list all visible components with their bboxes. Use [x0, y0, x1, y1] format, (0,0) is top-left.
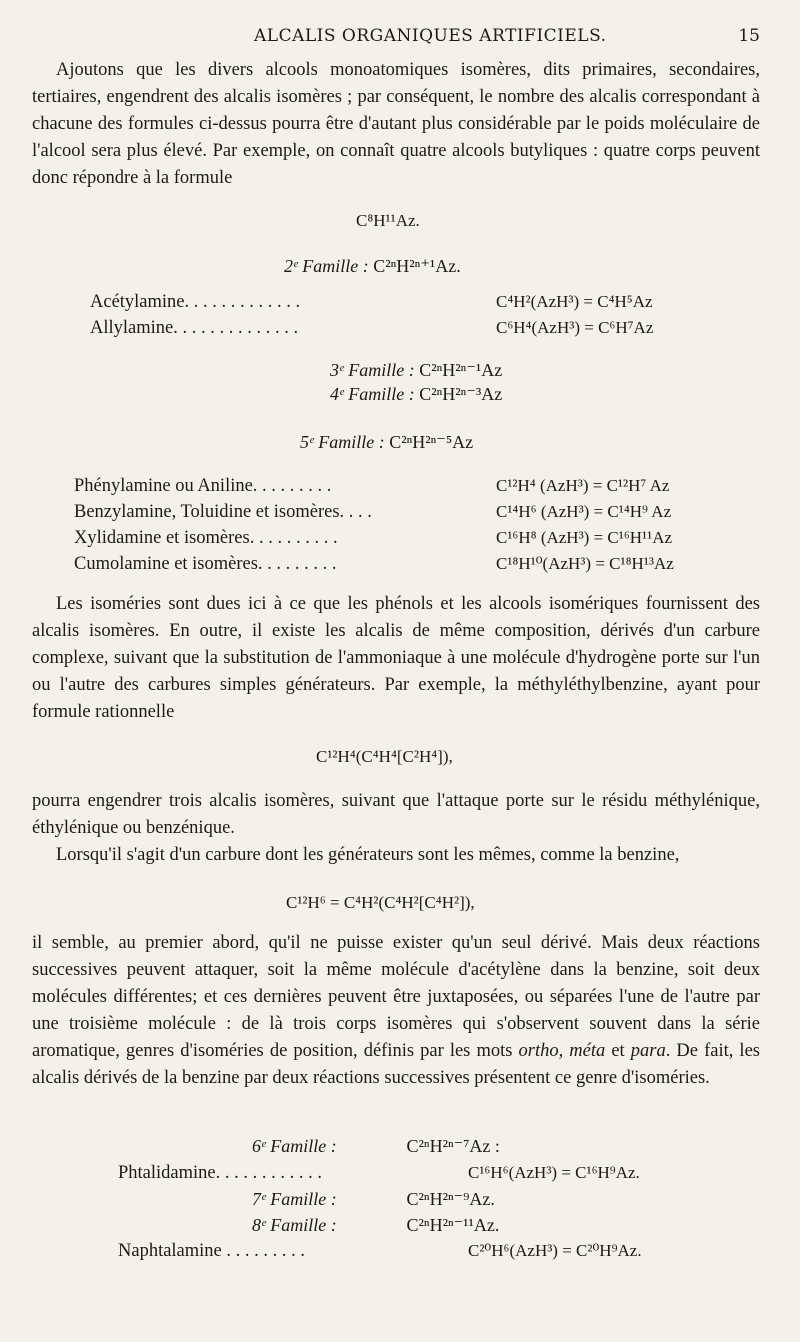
list-item	[74, 476, 774, 502]
family-4-formula: C²ⁿH²ⁿ⁻³Az	[419, 384, 503, 404]
family-2-label: 2ᵉ Famille :	[284, 256, 369, 276]
formula-benzine: C¹²H⁶ = C⁴H²(C⁴H²[C⁴H²]),	[286, 893, 475, 912]
family-6-heading	[252, 1136, 500, 1157]
compound-name: Xylidamine et isomères. . . . . . . . . .	[74, 528, 338, 548]
paragraph-isomeric-alcohols: Ajoutons que les divers alcools monoatomiques isomères, dits primaires, secondaires, tertiaires, engendrent des alcalis isomères ; par conséquent, le nombre des alcalis correspondant à chacune des formules ci-dessus pourra être d'autant plus considérable par le poids moléculaire de l'alcool sera plus élevé. Par exemple, on connaît quatre alcools butyliques : quatre corps peuvent donc répondre à la formule	[32, 60, 760, 188]
list-item	[74, 554, 774, 580]
term-para: para	[630, 1041, 666, 1061]
compound-formula: C¹⁶H⁶(AzH³) = C¹⁶H⁹Az.	[468, 1163, 640, 1182]
paragraph-three-alkalis: pourra engendrer trois alcalis isomères, suivant que l'attaque porte sur le résidu méthylénique, éthylénique ou benzénique.	[32, 791, 760, 838]
family-4-heading	[330, 384, 502, 405]
compound-name: Cumolamine et isomères. . . . . . . . .	[74, 554, 337, 574]
list-item	[90, 292, 770, 318]
list-item	[74, 502, 774, 528]
compound-name: Acétylamine. . . . . . . . . . . . .	[90, 292, 301, 312]
family-6-label: 6ᵉ Famille :	[252, 1136, 337, 1156]
family-7-label: 7ᵉ Famille :	[252, 1189, 337, 1209]
list-item	[118, 1241, 778, 1267]
paragraph-position-isomeries	[32, 930, 760, 1092]
compound-formula: C¹⁸H¹⁰(AzH³) = C¹⁸H¹³Az	[496, 554, 674, 573]
family-4-label: 4ᵉ Famille :	[330, 384, 415, 404]
family-5-label: 5ᵉ Famille :	[300, 432, 385, 452]
compound-formula: C²⁰H⁶(AzH³) = C²⁰H⁹Az.	[468, 1241, 642, 1260]
list-item	[90, 318, 770, 344]
list-item	[118, 1163, 778, 1189]
compound-name: Phénylamine ou Aniline. . . . . . . . .	[74, 476, 332, 496]
family-2-formula: C²ⁿH²ⁿ⁺¹Az.	[373, 256, 461, 276]
page-number: 15	[738, 26, 760, 46]
formula-methylethylbenzine: C¹²H⁴(C⁴H⁴[C²H⁴]),	[316, 747, 453, 766]
family-3-formula: C²ⁿH²ⁿ⁻¹Az	[419, 360, 503, 380]
compound-formula: C⁴H²(AzH³) = C⁴H⁵Az	[496, 292, 653, 311]
family-3-label: 3ᵉ Famille :	[330, 360, 415, 380]
text-run: et	[605, 1041, 631, 1061]
text-run: ,	[558, 1041, 570, 1061]
compound-formula: C¹⁶H⁸ (AzH³) = C¹⁶H¹¹Az	[496, 528, 673, 547]
compound-name: Naphtalamine . . . . . . . . .	[118, 1241, 306, 1261]
list-item	[74, 528, 774, 554]
compound-name: Phtalidamine. . . . . . . . . . . .	[118, 1163, 322, 1183]
formula-butylamine: C⁸H¹¹Az.	[356, 211, 420, 230]
family-5-heading	[300, 432, 473, 453]
family-7-heading	[252, 1189, 495, 1210]
family-8-heading	[252, 1215, 499, 1236]
text-run: . De fait, les alcalis dérivés de la benzine par deux réactions successives présentent ce genre d'isoméries.	[32, 1041, 760, 1088]
family-7-formula: C²ⁿH²ⁿ⁻⁹Az.	[406, 1189, 495, 1209]
family-8-formula: C²ⁿH²ⁿ⁻¹¹Az.	[406, 1215, 500, 1235]
family-3-heading	[330, 360, 502, 381]
term-meta: méta	[569, 1041, 606, 1061]
family-5-formula: C²ⁿH²ⁿ⁻⁵Az	[389, 432, 474, 452]
text-run: il semble, au premier abord, qu'il ne puisse exister qu'un seul dérivé. Mais deux réactions successives peuvent attaquer, soit la même molécule d'acétylène dans la benzine, soit deux molécules différentes; et ces dernières peuvent être juxtaposées, ou séparées l'une de l'autre par une troisième molécule : de là trois corps isomères qui s'observent souvent dans la série aromatique, genres d'isoméries de position, définis par les mots	[32, 933, 760, 1061]
term-ortho: ortho	[518, 1041, 559, 1061]
compound-formula: C¹⁴H⁶ (AzH³) = C¹⁴H⁹ Az	[496, 502, 672, 521]
family-6-formula: C²ⁿH²ⁿ⁻⁷Az :	[406, 1136, 500, 1156]
compound-name: Benzylamine, Toluidine et isomères. . . .	[74, 502, 372, 522]
page-header	[0, 26, 800, 50]
compound-formula: C⁶H⁴(AzH³) = C⁶H⁷Az	[496, 318, 654, 337]
family-8-label: 8ᵉ Famille :	[252, 1215, 337, 1235]
family-2-heading	[284, 256, 461, 277]
paragraph-isomeries: Les isoméries sont dues ici à ce que les phénols et les alcools isomériques fournissent des alcalis isomères. En outre, il existe les alcalis de même composition, dérivés d'un carbure complexe, suivant que la substitution de l'ammoniaque à une molécule d'hydrogène porte sur l'un ou l'autre des carbures simples générateurs. Par exemple, la méthyléthylbenzine, ayant pour formule rationnelle	[32, 594, 760, 722]
compound-formula: C¹²H⁴ (AzH³) = C¹²H⁷ Az	[496, 476, 670, 495]
paragraph-benzine: Lorsqu'il s'agit d'un carbure dont les générateurs sont les mêmes, comme la benzine,	[56, 845, 680, 865]
running-title: ALCALIS ORGANIQUES ARTIFICIELS.	[254, 26, 607, 46]
compound-name: Allylamine. . . . . . . . . . . . . .	[90, 318, 299, 338]
